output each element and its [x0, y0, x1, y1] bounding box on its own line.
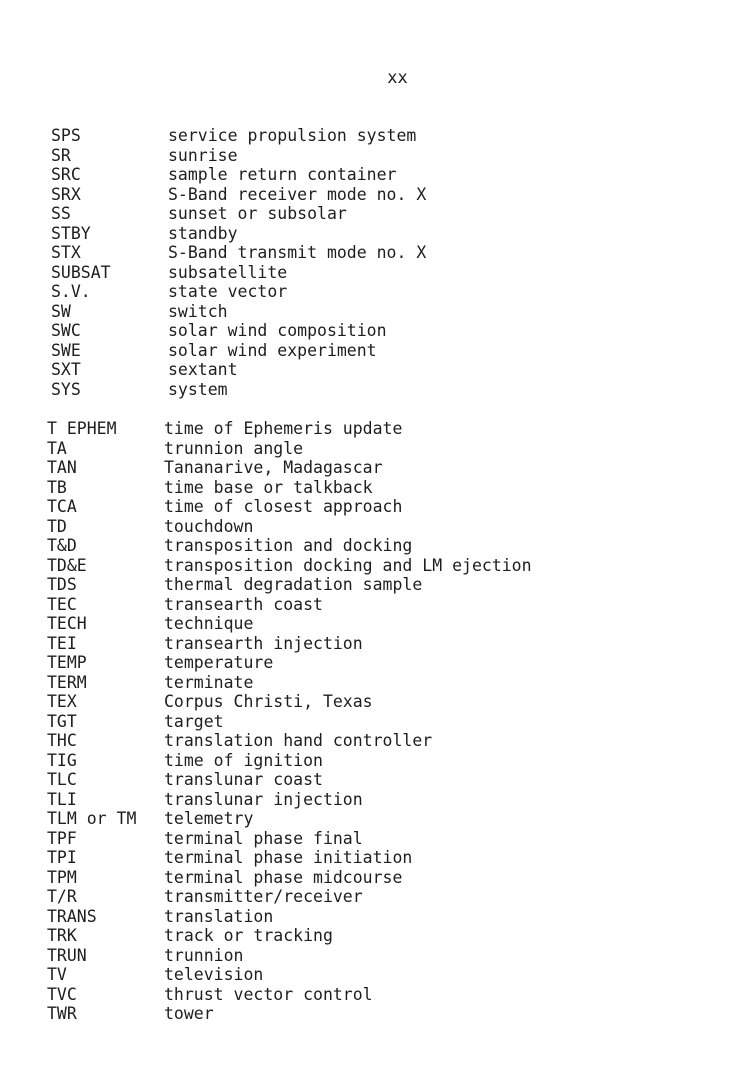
definition: S-Band transmit mode no. X [168, 243, 427, 262]
definition: transposition and docking [164, 536, 413, 555]
definition: tower [164, 1004, 214, 1023]
abbreviation: THC [47, 731, 77, 750]
abbreviation: SUBSAT [51, 262, 111, 282]
glossary-entry [47, 419, 737, 439]
abbreviation: TGT [47, 711, 77, 731]
abbreviation: TIG [47, 750, 77, 770]
abbreviation: SPS [51, 126, 81, 145]
glossary-entry [47, 458, 737, 478]
abbreviation: T EPHEM [47, 419, 117, 438]
definition: translunar coast [164, 770, 323, 789]
abbreviation: TDS [47, 575, 77, 594]
abbreviation: TEMP [47, 653, 87, 672]
glossary-entry [47, 712, 737, 732]
definition: television [164, 965, 264, 984]
abbreviation: TD [47, 516, 67, 536]
abbreviation: TEX [47, 692, 77, 711]
glossary-entry [51, 282, 737, 302]
glossary-entry [47, 478, 737, 498]
abbreviation: TPI [47, 848, 77, 867]
definition: Corpus Christi, Texas [164, 692, 373, 711]
glossary-entry [47, 536, 737, 556]
definition: telemetry [164, 809, 254, 828]
definition: translunar injection [164, 789, 363, 809]
abbreviation: TPF [47, 828, 77, 848]
definition: thrust vector control [164, 984, 373, 1004]
definition: terminal phase initiation [164, 848, 413, 867]
abbreviation: TV [47, 965, 67, 984]
glossary-entry [51, 243, 737, 263]
definition: thermal degradation sample [164, 575, 423, 594]
glossary-entry [47, 439, 737, 459]
abbreviation: STBY [51, 223, 91, 243]
glossary-entry [47, 634, 737, 654]
glossary-entry [47, 556, 737, 576]
definition: trunnion angle [164, 438, 304, 458]
glossary-entry [47, 887, 737, 907]
glossary-entry [51, 380, 737, 400]
abbreviation: TLM or TM [47, 809, 137, 828]
definition: translation hand controller [164, 731, 433, 750]
abbreviation: SW [51, 301, 71, 321]
definition: time of ignition [164, 750, 323, 770]
abbreviation: TERM [47, 672, 87, 692]
definition: temperature [164, 653, 274, 672]
glossary-entry [47, 926, 737, 946]
definition: sunset or subsolar [168, 204, 347, 223]
glossary-entry [47, 770, 737, 790]
abbreviation: T&D [47, 536, 77, 555]
definition: technique [164, 614, 254, 633]
glossary-entry [47, 965, 737, 985]
definition: subsatellite [168, 262, 288, 282]
abbreviation: TRANS [47, 906, 97, 926]
abbreviation: TVC [47, 984, 77, 1004]
abbreviation: TPM [47, 867, 77, 887]
abbreviation: T/R [47, 887, 77, 906]
glossary-entry [47, 848, 737, 868]
definition: S-Band receiver mode no. X [168, 184, 427, 204]
definition: transearth injection [164, 633, 363, 653]
abbreviation: TLI [47, 789, 77, 809]
glossary-entry [51, 204, 737, 224]
definition: state vector [168, 282, 288, 301]
abbreviation: TD&E [47, 555, 87, 575]
page-number: xx [387, 68, 408, 88]
glossary-entry [51, 302, 737, 322]
abbreviation: SS [51, 204, 71, 223]
glossary-entry [47, 868, 737, 888]
abbreviation: SXT [51, 360, 81, 379]
definition: sunrise [168, 145, 238, 165]
glossary-entry [47, 809, 737, 829]
abbreviation: SYS [51, 379, 81, 399]
glossary-entry [51, 146, 737, 166]
abbreviation: SR [51, 145, 71, 165]
glossary-entry [47, 614, 737, 634]
definition: solar wind experiment [168, 340, 377, 360]
abbreviation: SRC [51, 165, 81, 184]
definition: time base or talkback [164, 477, 373, 497]
glossary-entry [51, 321, 737, 341]
definition: switch [168, 301, 228, 321]
abbreviation: TRUN [47, 945, 87, 965]
definition: trunnion [164, 945, 244, 965]
glossary-entry [47, 1004, 737, 1024]
abbreviation: TEC [47, 594, 77, 614]
definition: terminal phase final [164, 828, 363, 848]
definition: sextant [168, 360, 238, 379]
definition: solar wind composition [168, 321, 387, 340]
abbreviation: TRK [47, 926, 77, 945]
abbreviation: STX [51, 243, 81, 262]
glossary-entry [47, 595, 737, 615]
glossary-entry [47, 985, 737, 1005]
abbreviation: SWE [51, 340, 81, 360]
glossary-entry [51, 126, 737, 146]
glossary-entry [47, 673, 737, 693]
glossary-entry [47, 692, 737, 712]
definition: system [168, 379, 228, 399]
glossary-entry [51, 165, 737, 185]
definition: Tananarive, Madagascar [164, 458, 383, 477]
definition: service propulsion system [168, 126, 417, 145]
abbreviation: SRX [51, 184, 81, 204]
abbreviation: TEI [47, 633, 77, 653]
abbreviation: S.V. [51, 282, 91, 301]
definition: transposition docking and LM ejection [164, 555, 532, 575]
abbreviation-list-s [51, 126, 737, 399]
definition: translation [164, 906, 274, 926]
glossary-entry [51, 360, 737, 380]
glossary-entry [47, 790, 737, 810]
glossary-entry [47, 907, 737, 927]
abbreviation: TECH [47, 614, 87, 633]
definition: target [164, 711, 224, 731]
definition: time of closest approach [164, 497, 403, 516]
definition: terminal phase midcourse [164, 867, 403, 887]
glossary-entry [47, 575, 737, 595]
abbreviation: TLC [47, 770, 77, 789]
glossary-entry [51, 185, 737, 205]
glossary-entry [51, 224, 737, 244]
definition: standby [168, 223, 238, 243]
glossary-entry [51, 263, 737, 283]
glossary-entry [47, 751, 737, 771]
definition: transearth coast [164, 594, 323, 614]
glossary-entry [47, 829, 737, 849]
glossary-entry [47, 517, 737, 537]
glossary-entry [51, 341, 737, 361]
glossary-entry [47, 731, 737, 751]
glossary-entry [47, 497, 737, 517]
abbreviation: TA [47, 438, 67, 458]
abbreviation: TB [47, 477, 67, 497]
definition: transmitter/receiver [164, 887, 363, 906]
definition: time of Ephemeris update [164, 419, 403, 438]
definition: sample return container [168, 165, 397, 184]
glossary-entry [47, 653, 737, 673]
definition: touchdown [164, 516, 254, 536]
abbreviation: TWR [47, 1004, 77, 1023]
abbreviation: TCA [47, 497, 77, 516]
abbreviation-list-t [47, 419, 737, 1024]
definition: track or tracking [164, 926, 333, 945]
glossary-entry [47, 946, 737, 966]
abbreviation: TAN [47, 458, 77, 477]
abbreviation: SWC [51, 321, 81, 340]
definition: terminate [164, 672, 254, 692]
